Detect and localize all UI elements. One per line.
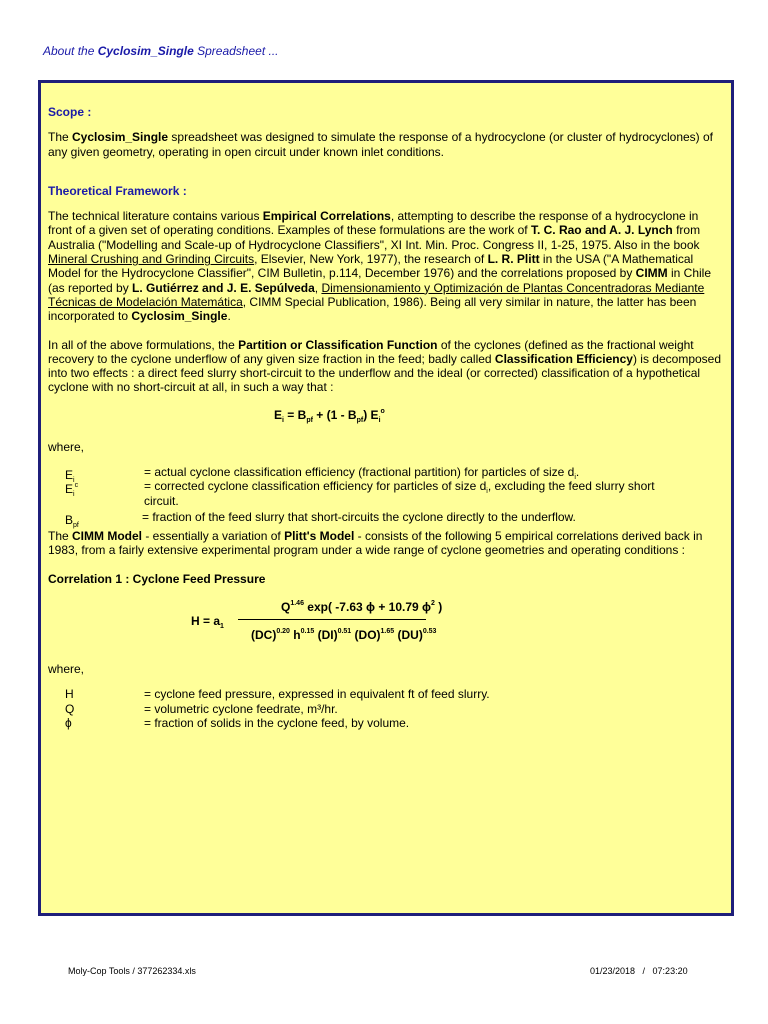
where-label-1: where, (48, 439, 85, 454)
definitions-efficiency (48, 465, 724, 529)
where-label-2: where, (48, 661, 85, 676)
framework-title: Theoretical Framework : (48, 183, 187, 198)
panel-content (48, 105, 724, 730)
info-panel (38, 80, 734, 916)
correlation-1-title: Correlation 1 : Cyclone Feed Pressure (48, 571, 266, 586)
framework-paragraph-partition: In all of the above formulations, the Partition or Classification Function of the cyclones (defined as the fractional weight recovery to the cyclone underflow of any given size fraction in the feed; badly called Classification Efficiency) is decomposed into two effects : a direct feed slurry short-circuit to the underflow and the ideal (or corrected) classification of a hypothetical cyclone with no short-circuit at all, in such a way that : (48, 337, 722, 395)
definition-row: $E_i$ = actual cyclone classification efficiency (fractional partition) for particles of size $d_i$. (65, 465, 580, 485)
definition-row: circuit. (144, 493, 179, 508)
definition-row: $B_{pf}$ = fraction of the feed slurry that short-circuits the cyclone directly to the underflow. (65, 509, 576, 529)
scope-title: Scope : (48, 105, 92, 119)
page-heading: About the Cyclosim_Single Spreadsheet ... (43, 44, 279, 58)
definition-row: Q = volumetric cyclone feedrate, m³/hr. (65, 701, 338, 716)
definitions-pressure (48, 687, 724, 730)
framework-paragraph-literature: The technical literature contains various Empirical Correlations, attempting to describe the response of a hydrocyclone in front of a given set of operating conditions. Examples of these formulations are the work of T. C. Rao and A. J. Lynch from Australia ("Modelling and Scale-up of Hydrocyclone Classifiers", XI Int. Min. Proc. Congress II, 1-25, 1975. Also in the book Mineral Crushing and Grinding Circuits, Elsevier, New York, 1977), the research of L. R. Plitt in the USA ("A Mathematical Model for the Hydrocyclone Classifier", CIM Bulletin, p.114, December 1976) and the correlations proposed by CIMM in Chile (as reported by L. Gutiérrez and J. E. Sepúlveda, Dimensionamiento y Optimización de Plantas Concentradoras Mediante Técnicas de Modelación Matemática, CIMM Special Publication, 1986). Being all very similar in nature, the latter has been incorporated to Cyclosim_Single. (48, 209, 712, 324)
feed-pressure-equation: $H = a_1$ $Q^{1.46}$ exp( -7.63 ϕ + 10.79 $\phi^2$ ) (DC)$^{0.20}$ $h^{0.15}$ (DI)$^{0.51}$ (DO)$^{1.65}$ (DU)$^{0.53}$ (191, 599, 443, 642)
footer-filename: Moly-Cop Tools / 377262334.xls (68, 966, 196, 976)
definition-row: H = cyclone feed pressure, expressed in equivalent ft of feed slurry. (65, 687, 490, 702)
efficiency-equation: $E_i = B_{pf} + (1 - B_{pf})$ $E_i^o$ (274, 407, 385, 424)
definition-row: ϕ = fraction of solids in the cyclone feed, by volume. (65, 715, 410, 730)
footer-timestamp: 01/23/2018 / 07:23:20 (590, 966, 688, 976)
definition-row: $E_i^c$ = corrected cyclone classification efficiency for particles of size $d_i$, excluding the feed slurry short (65, 479, 655, 499)
cimm-model-paragraph: The CIMM Model - essentially a variation of Plitt's Model - consists of the following 5 empirical correlations derived back in 1983, from a fairly extensive experimental program under a wide range of cyclone geometries and operating conditions : (48, 529, 703, 558)
scope-paragraph: The Cyclosim_Single spreadsheet was designed to simulate the response of a hydrocyclone (or cluster of hydrocyclones) of any given geometry, operating in open circuit under known inlet conditions. (48, 130, 714, 159)
